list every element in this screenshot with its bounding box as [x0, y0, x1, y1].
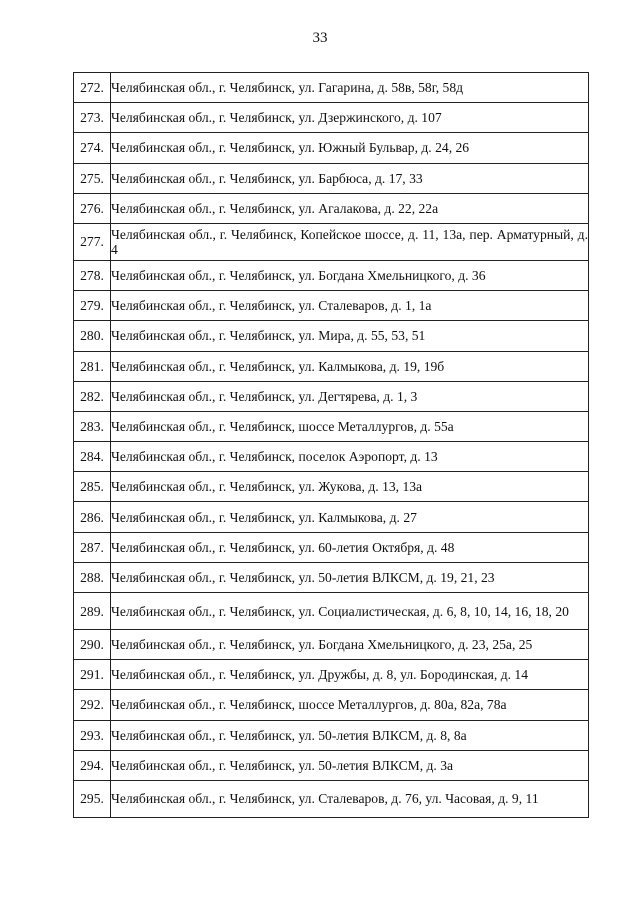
row-address: Челябинская обл., г. Челябинск, ул. Богдана Хмельницкого, д. 23, 25а, 25 [111, 630, 589, 660]
row-number: 275. [74, 163, 111, 193]
row-number: 280. [74, 321, 111, 351]
table-row [74, 532, 589, 562]
table-row [74, 351, 589, 381]
row-address: Челябинская обл., г. Челябинск, Копейское шоссе, д. 11, 13а, пер. Арматурный, д. 4 [111, 223, 589, 260]
row-address: Челябинская обл., г. Челябинск, ул. Калмыкова, д. 27 [111, 502, 589, 532]
table-row [74, 630, 589, 660]
row-number: 290. [74, 630, 111, 660]
table-row [74, 442, 589, 472]
row-number: 288. [74, 562, 111, 592]
table-row [74, 321, 589, 351]
page-number: 33 [312, 30, 328, 46]
table-row [74, 381, 589, 411]
row-address: Челябинская обл., г. Челябинск, ул. Южный Бульвар, д. 24, 26 [111, 133, 589, 163]
row-address: Челябинская обл., г. Челябинск, ул. Агалакова, д. 22, 22а [111, 193, 589, 223]
table-row [74, 472, 589, 502]
table-row [74, 720, 589, 750]
table-row [74, 660, 589, 690]
table-row [74, 411, 589, 441]
row-number: 293. [74, 720, 111, 750]
row-number: 284. [74, 442, 111, 472]
row-number: 272. [74, 73, 111, 103]
row-number: 286. [74, 502, 111, 532]
table-row [74, 593, 589, 630]
row-address: Челябинская обл., г. Челябинск, ул. 50-летия ВЛКСМ, д. 3а [111, 750, 589, 780]
row-number: 292. [74, 690, 111, 720]
row-number: 282. [74, 381, 111, 411]
row-number: 291. [74, 660, 111, 690]
row-address: Челябинская обл., г. Челябинск, ул. Барбюса, д. 17, 33 [111, 163, 589, 193]
row-address: Челябинская обл., г. Челябинск, ул. Гагарина, д. 58в, 58г, 58д [111, 73, 589, 103]
row-address: Челябинская обл., г. Челябинск, ул. Социалистическая, д. 6, 8, 10, 14, 16, 18, 20 [111, 593, 589, 630]
table-row [74, 260, 589, 290]
row-number: 281. [74, 351, 111, 381]
row-address: Челябинская обл., г. Челябинск, ул. Мира, д. 55, 53, 51 [111, 321, 589, 351]
table-row [74, 103, 589, 133]
row-number: 294. [74, 750, 111, 780]
row-number: 283. [74, 411, 111, 441]
row-number: 277. [74, 223, 111, 260]
row-address: Челябинская обл., г. Челябинск, ул. 50-летия ВЛКСМ, д. 19, 21, 23 [111, 562, 589, 592]
row-address: Челябинская обл., г. Челябинск, ул. Калмыкова, д. 19, 19б [111, 351, 589, 381]
table-row [74, 223, 589, 260]
row-number: 287. [74, 532, 111, 562]
row-address: Челябинская обл., г. Челябинск, ул. 60-летия Октября, д. 48 [111, 532, 589, 562]
row-number: 285. [74, 472, 111, 502]
table-row [74, 502, 589, 532]
row-number: 289. [74, 593, 111, 630]
row-address: Челябинская обл., г. Челябинск, ул. Сталеваров, д. 1, 1а [111, 291, 589, 321]
row-address: Челябинская обл., г. Челябинск, шоссе Металлургов, д. 80а, 82а, 78а [111, 690, 589, 720]
table-row [74, 291, 589, 321]
row-address: Челябинская обл., г. Челябинск, ул. Дружбы, д. 8, ул. Бородинская, д. 14 [111, 660, 589, 690]
row-address: Челябинская обл., г. Челябинск, ул. 50-летия ВЛКСМ, д. 8, 8а [111, 720, 589, 750]
row-number: 278. [74, 260, 111, 290]
row-address: Челябинская обл., г. Челябинск, шоссе Металлургов, д. 55а [111, 411, 589, 441]
row-number: 273. [74, 103, 111, 133]
table-row [74, 133, 589, 163]
table-row [74, 690, 589, 720]
row-number: 279. [74, 291, 111, 321]
table-row [74, 193, 589, 223]
table-row [74, 163, 589, 193]
row-number: 274. [74, 133, 111, 163]
table-row [74, 780, 589, 817]
address-table [73, 72, 589, 818]
row-number: 276. [74, 193, 111, 223]
row-address: Челябинская обл., г. Челябинск, ул. Дегтярева, д. 1, 3 [111, 381, 589, 411]
row-address: Челябинская обл., г. Челябинск, ул. Жукова, д. 13, 13а [111, 472, 589, 502]
row-address: Челябинская обл., г. Челябинск, поселок Аэропорт, д. 13 [111, 442, 589, 472]
row-address: Челябинская обл., г. Челябинск, ул. Богдана Хмельницкого, д. 36 [111, 260, 589, 290]
table-row [74, 562, 589, 592]
table-row [74, 750, 589, 780]
row-number: 295. [74, 780, 111, 817]
row-address: Челябинская обл., г. Челябинск, ул. Сталеваров, д. 76, ул. Часовая, д. 9, 11 [111, 780, 589, 817]
row-address: Челябинская обл., г. Челябинск, ул. Дзержинского, д. 107 [111, 103, 589, 133]
table-row [74, 73, 589, 103]
